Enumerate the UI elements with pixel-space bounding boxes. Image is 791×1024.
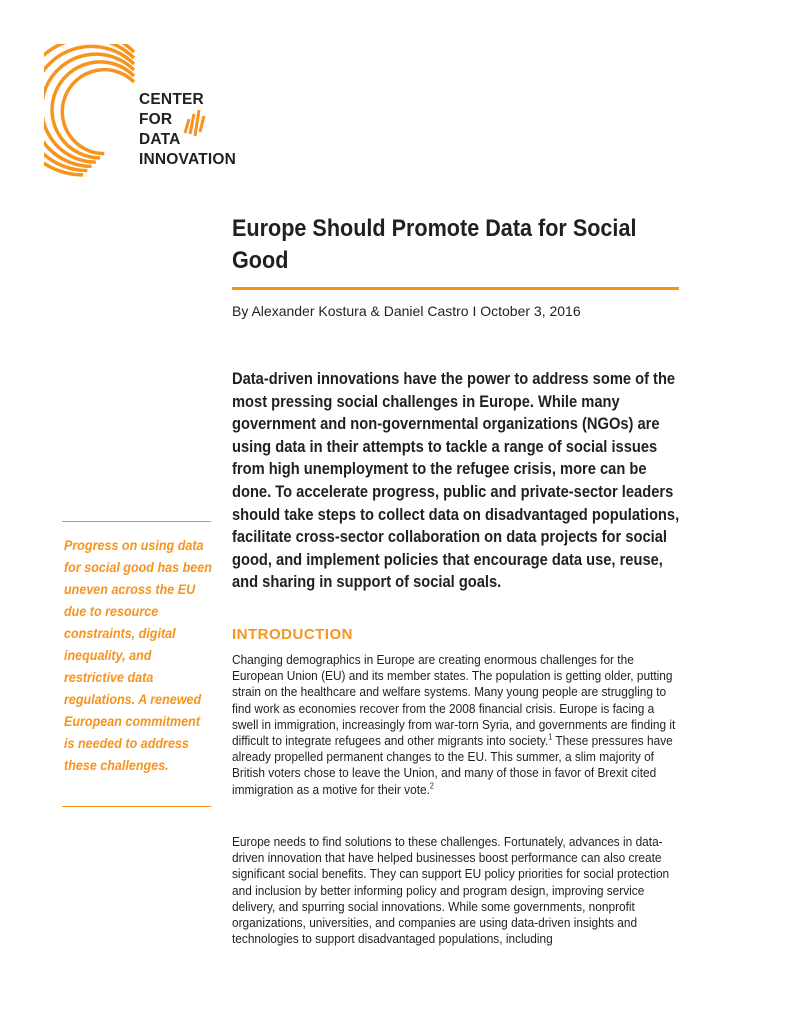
lede-paragraph: Data-driven innovations have the power to address some of the most pressing social challenges in Europe. While many government and non-governmental organizations (NGOs) are using data in their attempts to tackle a range of social issues from high unemployment to the refugee crisis, more can be done. To accelerate progress, public and private-sector leaders should take steps to collect data on disadvantaged populations, facilitate cross-sector collaboration on data projects for social good, and implement policies that encourage data use, reuse, and sharing in support of social goals. [232, 370, 680, 592]
logo-bar [200, 116, 204, 132]
footnote-marker-2[interactable]: 2 [429, 781, 434, 791]
logo-bar [190, 114, 194, 134]
logo-arcs-icon [44, 44, 224, 194]
logo-text-for: FOR [139, 111, 173, 128]
pullquote-top-rule [62, 521, 211, 522]
logo-bar [185, 119, 189, 133]
pullquote: Progress on using data for social good has been uneven across the EU due to resource constraints, digital inequality, and restrictive data regulations. A renewed European commitment is needed to address these challenges. [64, 538, 212, 773]
paragraph-text: These pressures have already propelled permanent changes to the EU. This summer, a slim majority of British voters chose to leave the Union, and many of those in favor of Brexit cited immigration as a motive for their vote. [232, 733, 673, 797]
section-heading-introduction: INTRODUCTION [232, 626, 353, 643]
title-divider [232, 287, 679, 290]
logo-arc [52, 62, 134, 158]
logo-bar [195, 110, 199, 136]
center-for-data-innovation-logo [44, 44, 237, 194]
pullquote-bottom-rule [62, 806, 211, 807]
logo-arc [62, 70, 134, 154]
body-paragraph-1 [232, 652, 682, 798]
page-title: Europe Should Promote Data for Social Good [232, 215, 637, 274]
paragraph-text: Changing demographics in Europe are creating enormous challenges for the European Union (EU) and its member states. The population is getting older, putting strain on the healthcare and welfare systems. Many young people are struggling to find work as economies recover from the 2008 financial crisis. Europe is facing a swell in immigration, increasingly from war-torn Syria, and governments are finding it difficult to integrate refugees and other migrants into society. [232, 652, 676, 749]
byline: By Alexander Kostura & Daniel Castro I October 3, 2016 [232, 303, 581, 319]
logo-arc [44, 54, 134, 162]
body-paragraph-2: Europe needs to find solutions to these challenges. Fortunately, advances in data-driven innovation that have helped businesses boost performance can also create significant social benefits. They can support EU policy priorities for social protection and inclusion by better informing policy and program design, improving service delivery, and spurring social innovations. While some governments, nonprofit organizations, universities, and companies are using data-driven insights and technologies to support disadvantaged populations, including [232, 834, 670, 947]
logo-text-center: CENTER [139, 91, 204, 108]
logo-text-innovation: INNOVATION [139, 151, 237, 168]
footnote-marker-1[interactable]: 1 [548, 732, 553, 742]
logo-text-data: DATA [139, 131, 181, 148]
